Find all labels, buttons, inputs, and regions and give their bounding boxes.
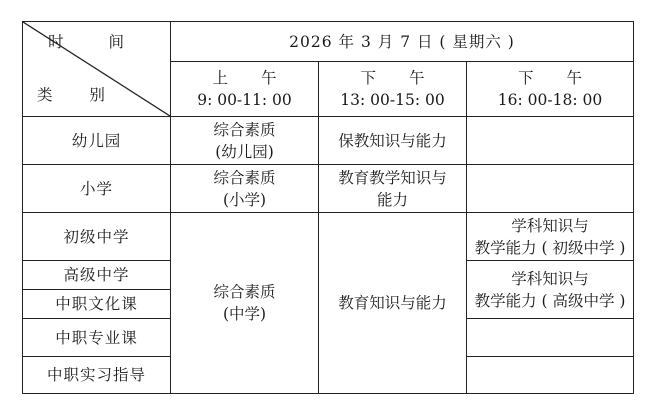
category-primary: 小学 (23, 165, 171, 213)
subject-line: 教学能力 ( 高级中学 ) (474, 291, 626, 310)
subject-line: 综合素质 (213, 120, 276, 139)
category-vocational-practice: 中职实习指导 (23, 357, 171, 394)
slot-time: 9: 00-11: 00 (197, 91, 292, 109)
kindergarten-afternoon2-empty (467, 117, 634, 165)
slot-label: 上 午 (212, 69, 291, 87)
category-kindergarten: 幼儿园 (23, 117, 171, 165)
slot-afternoon-1 (319, 62, 467, 117)
category-header-label: 类 别 (37, 86, 121, 104)
subject-line: (中学) (222, 305, 267, 323)
time-header-label: 时 间 (48, 33, 144, 51)
junior-high-afternoon2-subject (467, 213, 634, 261)
vocational-practice-afternoon2-empty (467, 357, 634, 394)
table-row-primary (23, 165, 634, 213)
slot-label: 下 午 (518, 69, 596, 87)
header-row-date (23, 22, 634, 62)
subject-line: 教育教学知识与 (338, 168, 447, 187)
header-corner-cell (23, 22, 171, 117)
category-vocational-major: 中职专业课 (23, 319, 171, 357)
slot-time: 16: 00-18: 00 (497, 91, 603, 109)
subject-line: 学科知识与 (511, 269, 589, 288)
slot-morning (171, 62, 319, 117)
subject-line: 综合素质 (213, 168, 276, 187)
primary-morning-subject (171, 165, 319, 213)
primary-afternoon2-empty (467, 165, 634, 213)
primary-afternoon1-subject (319, 165, 467, 213)
slot-time: 13: 00-15: 00 (340, 91, 445, 109)
kindergarten-morning-subject (171, 117, 319, 165)
secondary-afternoon1-subject: 教育知识与能力 (319, 213, 467, 394)
subject-line: 能力 (376, 190, 408, 209)
exam-schedule-table (22, 21, 634, 394)
kindergarten-afternoon1-subject: 保教知识与能力 (319, 117, 467, 165)
category-senior-high: 高级中学 (23, 261, 171, 290)
table-row-junior-high (23, 213, 634, 261)
category-junior-high: 初级中学 (23, 213, 171, 261)
slot-afternoon-2 (467, 62, 634, 117)
category-vocational-culture: 中职文化课 (23, 290, 171, 319)
subject-line: (小学) (222, 190, 267, 209)
vocational-major-afternoon2-empty (467, 319, 634, 357)
secondary-morning-subject (171, 213, 319, 394)
table-row-kindergarten (23, 117, 634, 165)
senior-high-afternoon2-subject (467, 261, 634, 319)
subject-line: (幼儿园) (215, 142, 274, 161)
subject-line: 综合素质 (213, 283, 276, 301)
exam-date: 2026 年 3 月 7 日 ( 星期六 ) (171, 22, 634, 62)
slot-label: 下 午 (360, 69, 439, 87)
subject-line: 教学能力 ( 初级中学 ) (474, 238, 626, 257)
subject-line: 学科知识与 (511, 216, 589, 235)
